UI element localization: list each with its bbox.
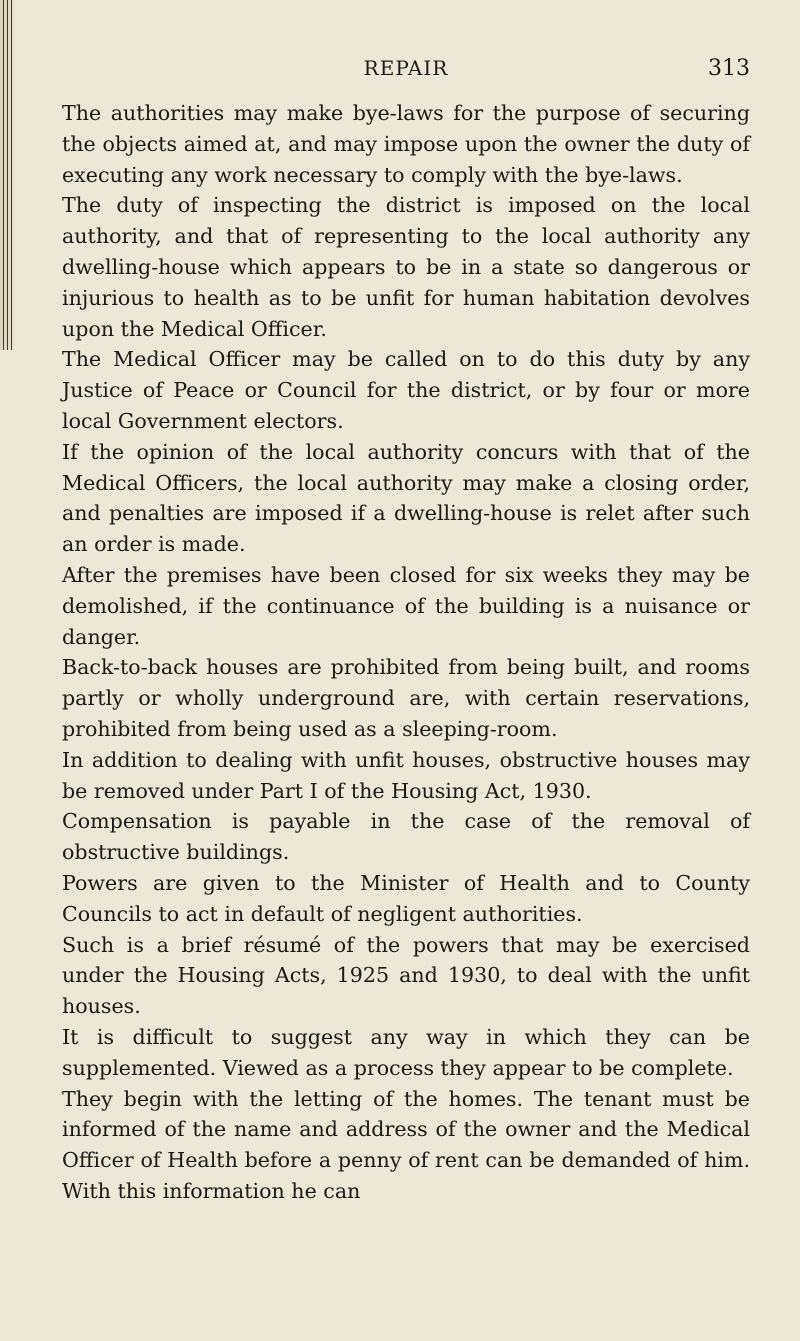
- paragraph: If the opinion of the local authority concurs with that of the Medical Officers, the local authority may make a closing order, and penalties are imposed if a dwelling-house is relet after such an order is made.: [62, 439, 750, 557]
- paragraph: After the premises have been closed for six weeks they may be demolished, if the continuance of the building is a nuisance or danger.: [62, 562, 750, 649]
- paragraph: In addition to dealing with unfit houses, obstructive houses may be removed under Part I of the Housing Act, 1930.: [62, 747, 750, 803]
- paragraph: Back-to-back houses are prohibited from being built, and rooms partly or wholly underground are, with certain reservations, prohibited from being used as a sleeping-room.: [62, 655, 750, 741]
- paragraph: Compensation is payable in the case of the removal of obstructive buildings.: [62, 809, 750, 865]
- body-text: [62, 98, 750, 1207]
- page-header: [62, 56, 750, 92]
- binding-edge-line: [11, 0, 12, 350]
- paragraph: It is difficult to suggest any way in which they can be supplemented. Viewed as a process they appear to be complete.: [62, 1024, 750, 1080]
- paragraph: They begin with the letting of the homes. The tenant must be informed of the name and address of the owner and the Medical Officer of Health before a penny of rent can be demanded of him. With this information he can: [62, 1086, 750, 1203]
- page-number: 313: [708, 56, 750, 81]
- binding-gutter: [0, 0, 14, 350]
- paragraph: Such is a brief résumé of the powers that may be exercised under the Housing Acts, 1925 and 1930, to deal with the unfit houses.: [62, 932, 750, 1019]
- paragraph: The authorities may make bye-laws for the purpose of securing the objects aimed at, and may impose upon the owner the duty of executing any work necessary to comply with the bye-laws.: [62, 101, 750, 187]
- binding-edge-line: [3, 0, 4, 350]
- paragraph: The duty of inspecting the district is imposed on the local authority, and that of representing to the local authority any dwelling-house which appears to be in a state so dangerous or injurious to health as to be unfit for human habitation devolves upon the Medical Officer.: [62, 193, 750, 341]
- book-page: [62, 56, 750, 1207]
- running-title: REPAIR: [363, 56, 449, 80]
- binding-edge-line: [7, 0, 8, 350]
- paragraph: Powers are given to the Minister of Health and to County Councils to act in default of negligent authorities.: [62, 870, 750, 926]
- paragraph: The Medical Officer may be called on to do this duty by any Justice of Peace or Council for the district, or by four or more local Government electors.: [62, 347, 750, 433]
